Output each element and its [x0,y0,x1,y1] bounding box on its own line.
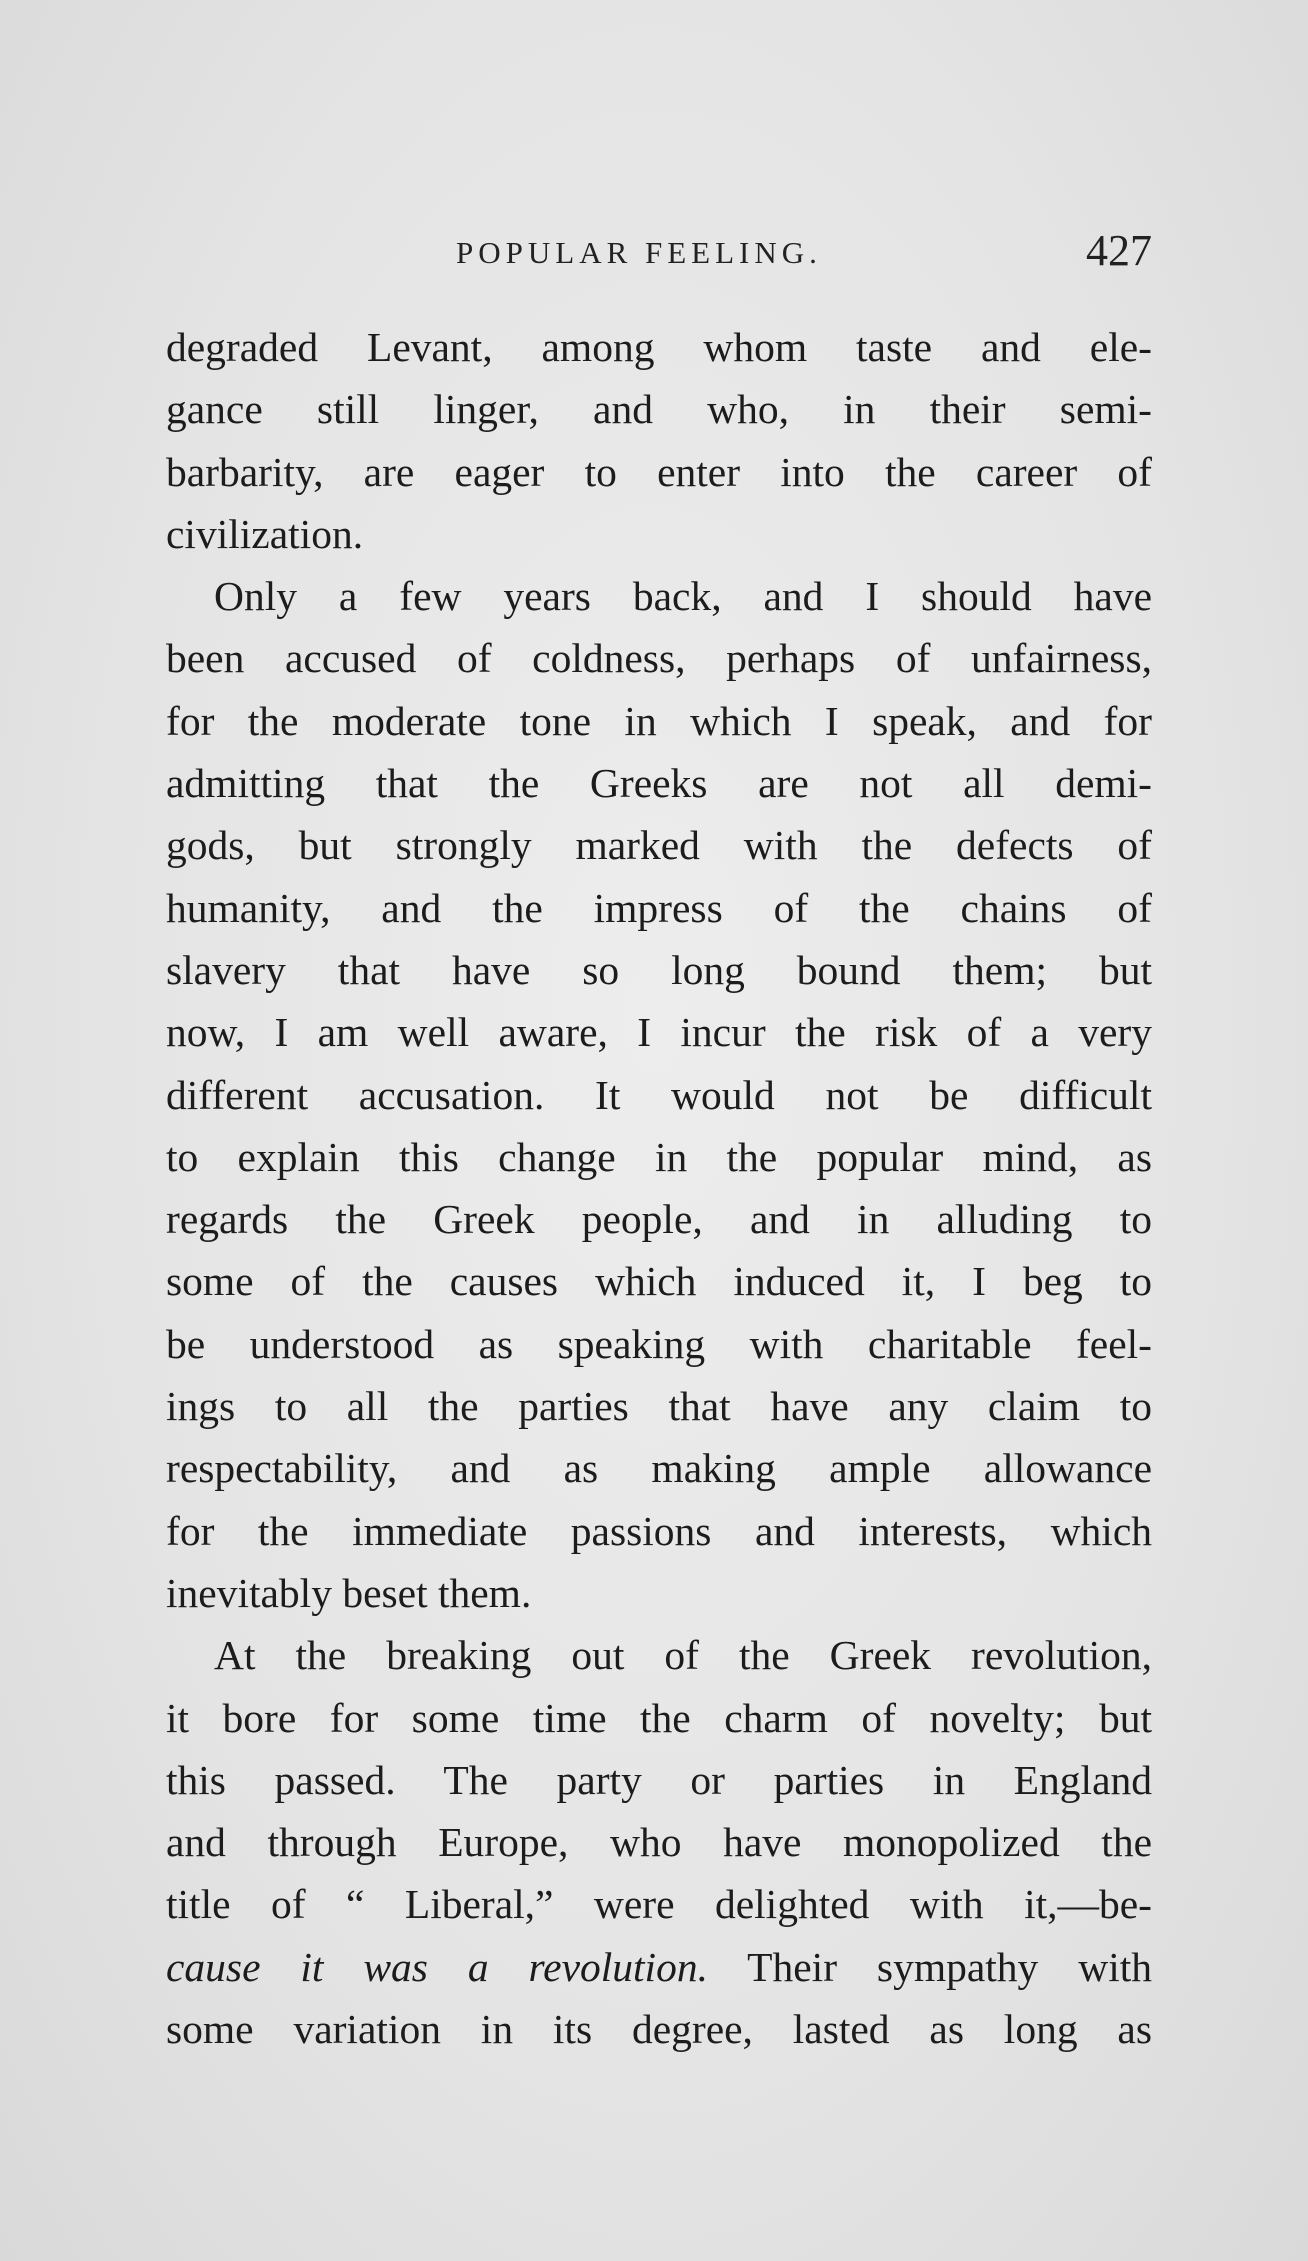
text-line: for the immediate passions and interests, which [166,1507,1152,1554]
text-line: ings to all the parties that have any claim to [166,1383,1152,1430]
text-line: some of the causes which induced it, I beg to [166,1258,1152,1305]
text-line: barbarity, are eager to enter into the career of [166,448,1152,495]
text-line: and through Europe, who have monopolized the [166,1819,1152,1866]
text-line: inevitably beset them. [166,1569,532,1616]
text-line: slavery that have so long bound them; but [166,946,1152,993]
text-line: respectability, and as making ample allowance [166,1445,1152,1492]
page-number: 427 [1086,226,1152,275]
running-head [166,225,1152,285]
italic-phrase: cause it was a revolution. [166,1943,708,1990]
text-line: humanity, and the impress of the chains of [166,884,1152,931]
running-title: POPULAR FEELING. [456,235,822,270]
text-line: been accused of coldness, perhaps of unfairness, [166,635,1152,682]
text-line: it bore for some time the charm of novelty; but [166,1694,1152,1741]
text-line: degraded Levant, among whom taste and ele- [166,324,1152,370]
text-line: for the moderate tone in which I speak, and for [166,697,1152,744]
body-text [166,316,1152,2060]
text-line: civilization. [166,510,364,557]
text-line: to explain this change in the popular mind, as [166,1133,1152,1180]
text-line-mixed [166,1936,1152,1998]
text-line: gods, but strongly marked with the defects of [166,822,1152,869]
text-line: be understood as speaking with charitable feel- [166,1320,1152,1367]
roman-phrase: Their sympathy with [747,1943,1152,1990]
text-line: some variation in its degree, lasted as long as [166,2006,1152,2053]
text-line: title of “ Liberal,” were delighted with it,—be- [166,1881,1152,1928]
paragraph-first-line: At the breaking out of the Greek revolution, [214,1632,1152,1679]
text-line: this passed. The party or parties in England [166,1756,1152,1803]
paragraph-first-line: Only a few years back, and I should have [214,573,1152,620]
text-line: gance still linger, and who, in their semi- [166,386,1152,433]
text-line: now, I am well aware, I incur the risk of a very [166,1009,1152,1056]
text-line: different accusation. It would not be difficult [166,1071,1152,1118]
text-line: regards the Greek people, and in alluding to [166,1196,1152,1243]
text-line: admitting that the Greeks are not all demi- [166,760,1152,807]
